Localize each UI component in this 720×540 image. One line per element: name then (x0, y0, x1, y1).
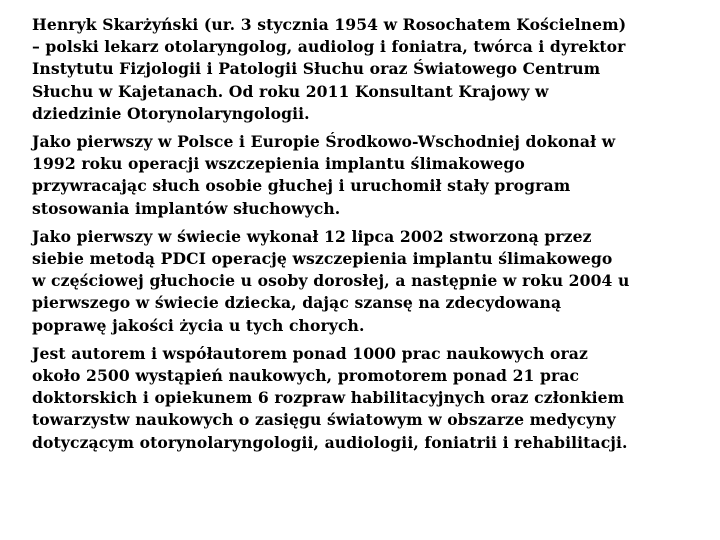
text-line: – polski lekarz otolaryngolog, audiolog i foniatra, twórca i dyrektor (32, 37, 626, 57)
text-line: Jako pierwszy w świecie wykonał 12 lipca 2002 stworzoną przez (32, 226, 592, 246)
text-line: stosowania implantów słuchowych. (32, 198, 341, 218)
text-line: 1992 roku operacji wszczepienia implantu ślimakowego (32, 154, 525, 174)
text-line: poprawę jakości życia u tych chorych. (32, 315, 365, 335)
text-line: towarzystw naukowych o zasięgu światowym w obszarze medycyny (32, 410, 616, 430)
text-line: dotyczącym otorynolaryngologii, audiologii, foniatrii i rehabilitacji. (32, 432, 628, 452)
paragraph-first-implant (32, 131, 692, 220)
text-line: dziedzinie Otorynolaryngologii. (32, 103, 310, 123)
text-line: w częściowej głuchocie u osoby dorosłej, a następnie w roku 2004 u (32, 271, 630, 291)
text-line: Instytutu Fizjologii i Patologii Słuchu oraz Światowego Centrum (32, 59, 601, 79)
text-line: około 2500 wystąpień naukowych, promotorem ponad 21 prac (32, 366, 580, 386)
paragraph-pdci-method (32, 226, 692, 337)
text-line: przywracając słuch osobie głuchej i uruchomił stały program (32, 176, 571, 196)
text-line: Jako pierwszy w Polsce i Europie Środkowo-Wschodniej dokonał w (32, 132, 616, 152)
text-line: doktorskich i opiekunem 6 rozpraw habilitacyjnych oraz członkiem (32, 388, 625, 408)
text-line: Słuchu w Kajetanach. Od roku 2011 Konsultant Krajowy w (32, 81, 549, 101)
text-line: siebie metodą PDCI operację wszczepienia implantu ślimakowego (32, 249, 613, 269)
paragraph-biography (32, 14, 692, 125)
text-line: Jest autorem i współautorem ponad 1000 prac naukowych oraz (32, 343, 588, 363)
text-block (32, 14, 692, 460)
text-line: pierwszego w świecie dziecka, dając szansę na zdecydowaną (32, 293, 562, 313)
text-line: Henryk Skarżyński (ur. 3 stycznia 1954 w Rosochatem Kościelnem) (32, 15, 627, 34)
paragraph-publications (32, 343, 692, 454)
